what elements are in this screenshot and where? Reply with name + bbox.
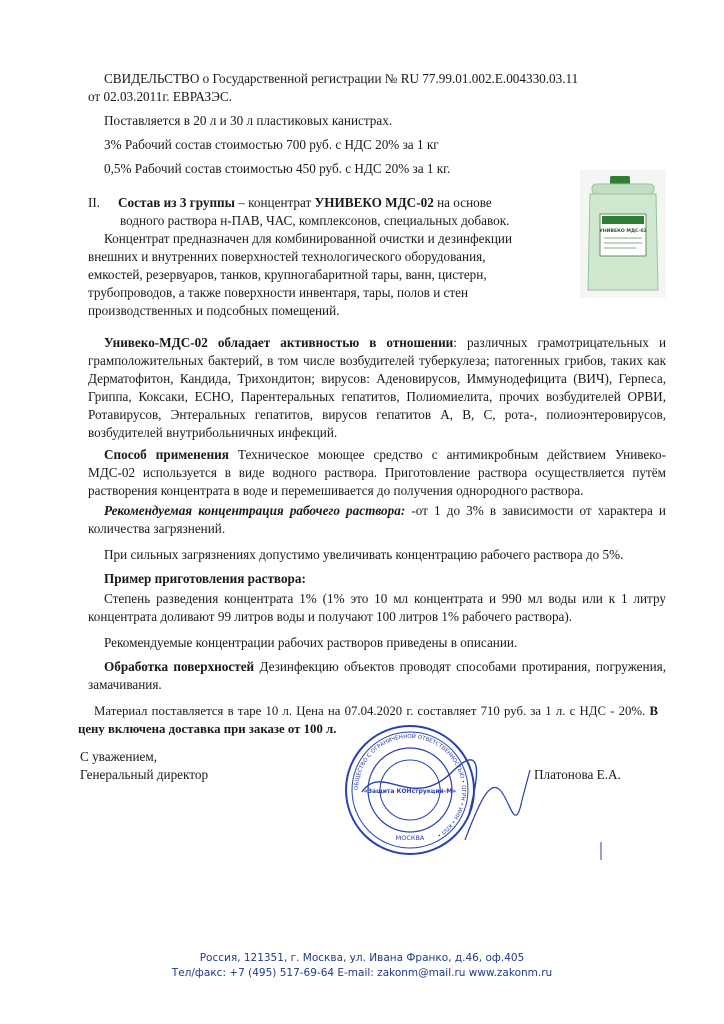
certificate-line-1: СВИДЕЛЬСТВО о Государственной регистрации № RU 77.99.01.002.Е.004330.03.11 xyxy=(104,71,579,86)
supply-text: Поставляется в 20 л и 30 л пластиковых канистрах. xyxy=(104,113,393,128)
footer-contacts: Тел/факс: +7 (495) 517-69-64 E-mail: zakonm@mail.ru www.zakonm.ru xyxy=(171,967,553,979)
stamp-center-text: «Защита КОНструкций-М» xyxy=(363,788,457,795)
price-3-percent: 3% Рабочий состав стоимостью 700 руб. с НДС 20% за 1 кг xyxy=(104,137,439,152)
closing-regards: С уважением, xyxy=(80,749,157,764)
footer-address: Россия, 121351, г. Москва, ул. Ивана Франко, д.46, оф.405 xyxy=(199,952,525,964)
example-text: Степень разведения концентрата 1% (1% это 10 мл концентрата и 990 мл воды или к 1 литру концентрата доливают 99 литров воды и получают 100 литров 1% рабочего раствора). xyxy=(88,591,666,624)
section-2-purpose-1: Концентрат предназначен для комбинированной очистки и дезинфекции xyxy=(104,231,513,246)
signature xyxy=(460,760,540,850)
company-stamp xyxy=(342,722,478,858)
certificate-line-2: от 02.03.2011г. ЕВРАЗЭС. xyxy=(88,89,232,104)
section-2-purpose-4: трубопроводов, а также поверхности инвентаря, тары, полов и стен xyxy=(88,285,469,300)
director-name: Платонова Е.А. xyxy=(534,767,621,782)
section-2-purpose-3: емкостей, резервуаров, танков, крупногабаритной тары, ванн, цистерн, xyxy=(88,267,487,282)
method-paragraph: Способ применения Техническое моющее средство с антимикробным действием Унивеко-МДС-02 используется в виде водного раствора. Приготовление раствора осуществляется путём растворения концентрата в воде и перемешивается до получения однородного раствора. xyxy=(88,447,667,498)
strong-contamination-note: При сильных загрязнениях допустимо увеличивать концентрацию рабочего раствора до 5%. xyxy=(104,547,624,562)
closing-position: Генеральный директор xyxy=(80,767,209,782)
surface-processing: Обработка поверхностей Дезинфекцию объектов проводят способами протирания, погружения, замачивания. xyxy=(88,659,666,692)
recommended-concentrations-note: Рекомендуемые концентрации рабочих растворов приведены в описании. xyxy=(104,635,518,650)
section-2-heading: II. Состав из 3 группы – концентрат УНИВЕКО МДС-02 на основе xyxy=(88,195,492,210)
canister-label-text: УНИВЕКО МДС-02 xyxy=(599,229,647,234)
svg-text:ОБЩЕСТВО С ОГРАНИЧЕННОЙ ОТВЕТС: ОБЩЕСТВО С ОГРАНИЧЕННОЙ ОТВЕТСТВЕННОСТЬЮ • ОГРН • ИНН • КПП • xyxy=(353,733,467,838)
example-title: Пример приготовления раствора: xyxy=(104,571,306,586)
section-2-purpose-2: внешних и внутренних поверхностей технологического оборудования, xyxy=(88,249,486,264)
delivery-paragraph: Материал поставляется в таре 10 л. Цена на 07.04.2020 г. составляет 710 руб. за 1 л. с НДС - 20%. В цену включена доставка при заказе от 100 л. xyxy=(78,704,658,736)
recommended-concentration: Рекомендуемая концентрация рабочего раствора: -от 1 до 3% в зависимости от характера и количества загрязнений. xyxy=(88,503,666,536)
stamp-city-text: МОСКВА xyxy=(395,834,425,842)
product-canister-image xyxy=(580,170,666,298)
section-2-purpose-5: производственных и подсобных помещений. xyxy=(88,303,340,318)
price-05-percent: 0,5% Рабочий состав стоимостью 450 руб. с НДС 20% за 1 кг. xyxy=(104,161,451,176)
section-2-line-2: водного раствора н-ПАВ, ЧАС, комплексонов, специальных добавок. xyxy=(120,213,510,228)
signature-tick xyxy=(596,842,606,862)
activity-paragraph: Унивеко-МДС-02 обладает активностью в отношении: различных грамотрицательных и грамположительных бактерий, в том числе возбудителей туберкулеза; патогенных грибов, таких как Дерматофитон, Кандида, Трихондитон; вирусов: Аденовирусов, Иммунодефицита (ВИЧ), Герпеса, Гриппа, Коксаки, ЕСНО, Парентеральных гепатитов, Полиомиелита, прочих возбудителей ОРВИ, Ротавирусов, Энтеральных гепатитов, вирусов гепатитов А, В, С, рота-, полиоэнтеровирусов, возбудителей внутрибольничных инфекций. xyxy=(88,335,667,440)
